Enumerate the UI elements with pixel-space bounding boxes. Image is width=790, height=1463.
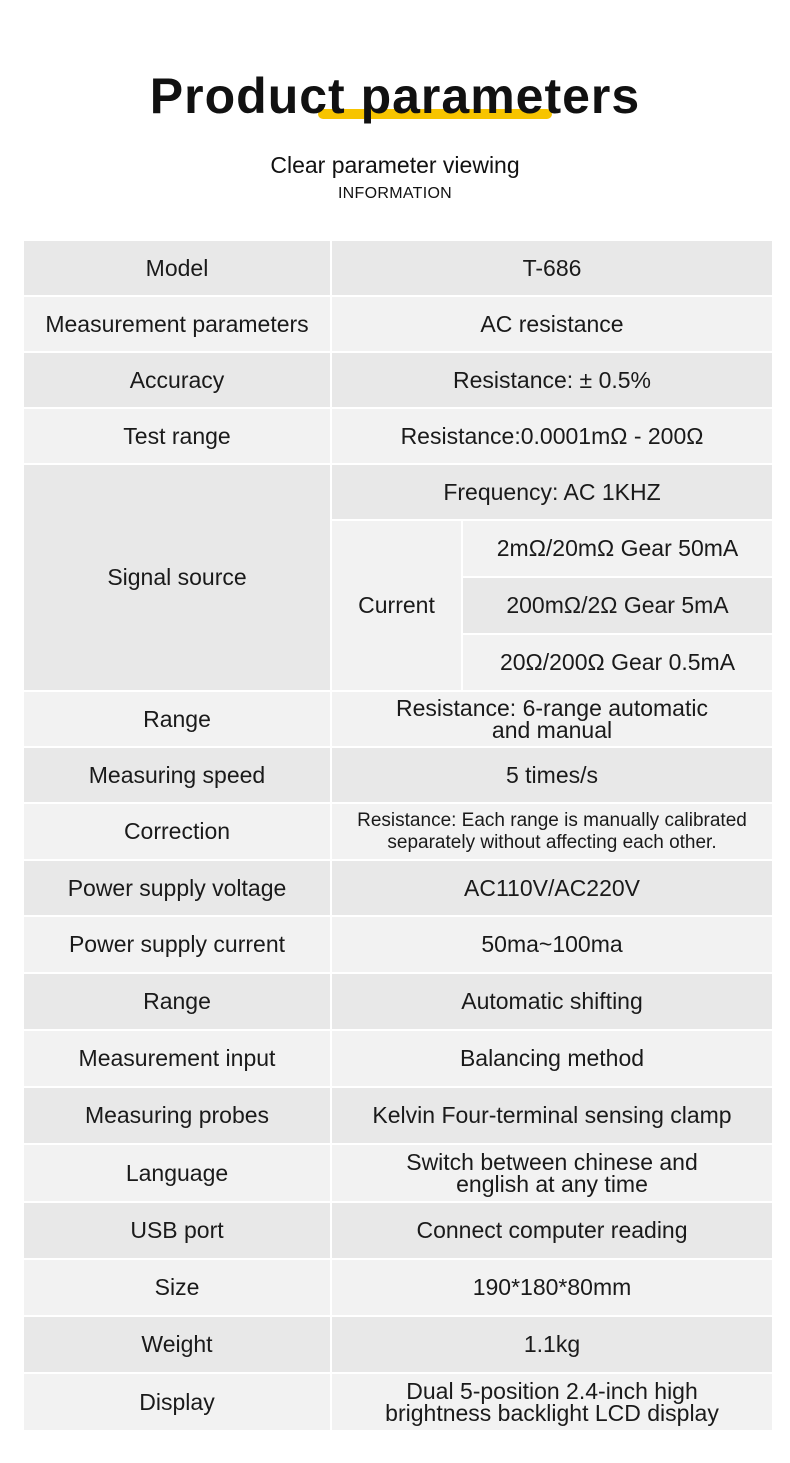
row-power-supply-current [24,917,772,972]
row-model [24,241,772,295]
row-correction [24,804,772,859]
param-value [332,692,772,746]
param-label: Model [24,241,330,295]
param-value: Kelvin Four-terminal sensing clamp [332,1088,772,1143]
row-usb-port [24,1203,772,1258]
row-accuracy [24,353,772,407]
param-label-signal-source: Signal source [24,465,330,690]
param-label: USB port [24,1203,330,1258]
param-label: Measurement parameters [24,297,330,351]
row-measuring-speed [24,748,772,802]
param-sublabel-current: Current [332,521,461,690]
param-value: Resistance: ± 0.5% [332,353,772,407]
parameters-table [22,239,774,1432]
row-measurement-input [24,1031,772,1086]
param-value: 190*180*80mm [332,1260,772,1315]
header [0,0,790,240]
param-value-current: 20Ω/200Ω Gear 0.5mA [463,635,772,690]
param-value: Resistance:0.0001mΩ - 200Ω [332,409,772,463]
param-label: Range [24,974,330,1029]
param-value: 1.1kg [332,1317,772,1372]
param-label: Accuracy [24,353,330,407]
param-value: AC resistance [332,297,772,351]
param-value-current: 2mΩ/20mΩ Gear 50mA [463,521,772,576]
param-label: Power supply voltage [24,861,330,915]
param-value-line: Resistance: Each range is manually calibrated [357,809,747,831]
row-display [24,1374,772,1430]
param-value: 50ma~100ma [332,917,772,972]
param-label: Test range [24,409,330,463]
row-language [24,1145,772,1201]
row-measurement-parameters [24,297,772,351]
row-power-supply-voltage [24,861,772,915]
param-label: Power supply current [24,917,330,972]
row-signal-source-frequency [24,465,772,519]
title-wrap [0,66,790,130]
param-value: 5 times/s [332,748,772,802]
param-value: Balancing method [332,1031,772,1086]
param-label: Language [24,1145,330,1201]
param-value: Automatic shifting [332,974,772,1029]
page-title: Product parameters [149,68,641,124]
page-subtitle-small: INFORMATION [337,185,453,202]
param-label: Measuring probes [24,1088,330,1143]
param-value-line: Switch between chinese and [406,1149,698,1175]
row-weight [24,1317,772,1372]
page-subtitle: Clear parameter viewing [270,152,520,178]
param-value-line: separately without affecting each other. [387,831,717,853]
param-value-line: Resistance: 6-range automatic [396,695,708,721]
param-value-line: and manual [491,717,613,743]
param-label: Weight [24,1317,330,1372]
param-value: AC110V/AC220V [332,861,772,915]
row-size [24,1260,772,1315]
param-value-frequency: Frequency: AC 1KHZ [332,465,772,519]
param-label: Measurement input [24,1031,330,1086]
param-label: Display [24,1374,330,1430]
param-value [332,804,772,859]
param-label: Measuring speed [24,748,330,802]
param-value-current: 200mΩ/2Ω Gear 5mA [463,578,772,633]
param-value: Connect computer reading [332,1203,772,1258]
param-label: Range [24,692,330,746]
param-value: T-686 [332,241,772,295]
row-test-range [24,409,772,463]
param-value-line: brightness backlight LCD display [385,1400,719,1426]
row-measuring-probes [24,1088,772,1143]
param-label: Size [24,1260,330,1315]
param-value-line: english at any time [456,1171,648,1197]
param-label: Correction [24,804,330,859]
param-value [332,1374,772,1430]
row-range [24,692,772,746]
param-value [332,1145,772,1201]
row-range-shift [24,974,772,1029]
param-value-line: Dual 5-position 2.4-inch high [406,1378,698,1404]
